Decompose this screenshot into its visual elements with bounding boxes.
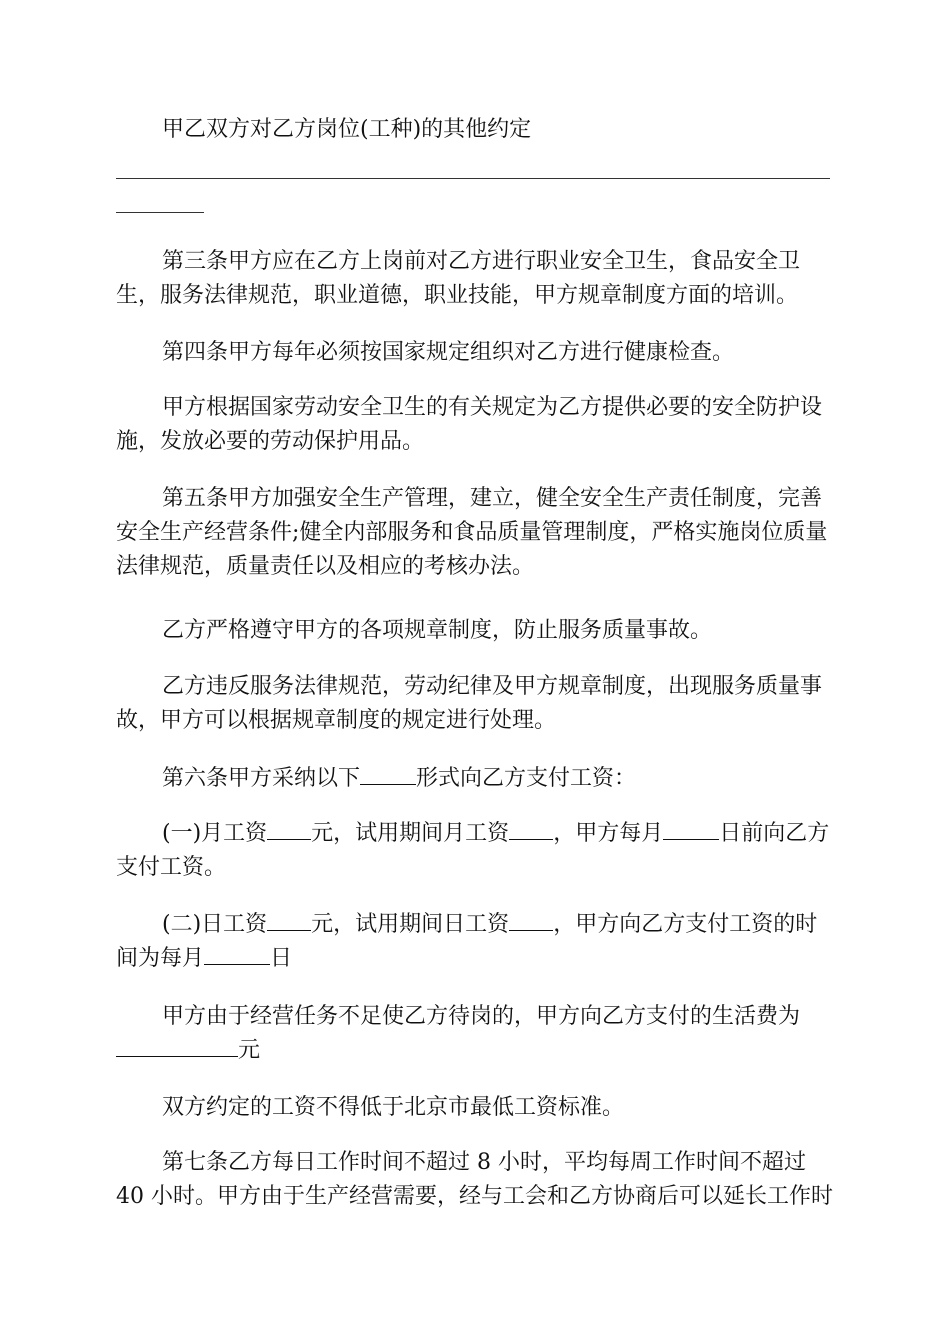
paragraph-article-3: 第三条甲方应在乙方上岗前对乙方进行职业安全卫生，食品安全卫生，服务法律规范，职业道德，职业技能，甲方规章制度方面的培训。 xyxy=(116,249,801,308)
blank-pay-day xyxy=(663,817,719,840)
daily-text-b: 元，试用期间日工资 xyxy=(311,912,510,937)
article-6-text-b: 形式向乙方支付工资： xyxy=(416,766,637,791)
fill-in-line xyxy=(116,178,830,179)
blank-probation-monthly-wage xyxy=(509,817,553,840)
standby-text-b: 元 xyxy=(238,1038,261,1063)
paragraph-daily-wage xyxy=(116,908,836,976)
monthly-text-a: (一)月工资 xyxy=(162,821,268,846)
daily-text-a: (二)日工资 xyxy=(162,912,268,937)
paragraph-article-6 xyxy=(116,762,836,796)
paragraph-article-4: 第四条甲方每年必须按国家规定组织对乙方进行健康检查。 xyxy=(162,340,735,365)
daily-text-c: ，甲方向乙方支付工资的时间为每月 xyxy=(116,912,818,971)
paragraph-article-7: 第七条乙方每日工作时间不超过 8 小时，平均每周工作时间不超过 40 小时。甲方由于生产经营需要，经与工会和乙方协商后可以延长工作时 xyxy=(116,1150,833,1209)
paragraph-violation: 乙方违反服务法律规范，劳动纪律及甲方规章制度，出现服务质量事故，甲方可以根据规章制度的规定进行处理。 xyxy=(116,674,823,733)
paragraph-safety-provisions: 甲方根据国家劳动安全卫生的有关规定为乙方提供必要的安全防护设施，发放必要的劳动保护用品。 xyxy=(116,395,823,454)
paragraph-standby-allowance xyxy=(116,1000,836,1068)
paragraph-minimum-wage: 双方约定的工资不得低于北京市最低工资标准。 xyxy=(162,1095,625,1120)
paragraph-other-agreements: 甲乙双方对乙方岗位(工种)的其他约定 xyxy=(162,117,532,142)
blank-monthly-wage xyxy=(267,817,311,840)
paragraph-comply-rules: 乙方严格遵守甲方的各项规章制度，防止服务质量事故。 xyxy=(162,618,713,643)
monthly-text-c: ，甲方每月 xyxy=(553,821,664,846)
fill-in-line-end xyxy=(116,212,204,213)
daily-text-d: 日 xyxy=(270,946,293,971)
standby-text-a: 甲方由于经营任务不足使乙方待岗的，甲方向乙方支付的生活费为 xyxy=(162,1004,801,1029)
monthly-text-d: 日前向乙方支付工资。 xyxy=(116,821,830,880)
blank-probation-daily-wage xyxy=(509,908,553,931)
paragraph-article-5: 第五条甲方加强安全生产管理，建立，健全安全生产责任制度，完善安全生产经营条件;健全内部服务和食品质量管理制度，严格实施岗位质量法律规范，质量责任以及相应的考核办法。 xyxy=(116,486,828,579)
blank-daily-wage xyxy=(267,908,311,931)
monthly-text-b: 元，试用期间月工资 xyxy=(311,821,510,846)
article-6-text-a: 第六条甲方采纳以下 xyxy=(162,766,361,791)
blank-payment-form xyxy=(360,762,416,785)
blank-standby-allowance xyxy=(116,1034,238,1057)
blank-daily-pay-day xyxy=(204,942,270,965)
paragraph-monthly-wage xyxy=(116,817,836,885)
